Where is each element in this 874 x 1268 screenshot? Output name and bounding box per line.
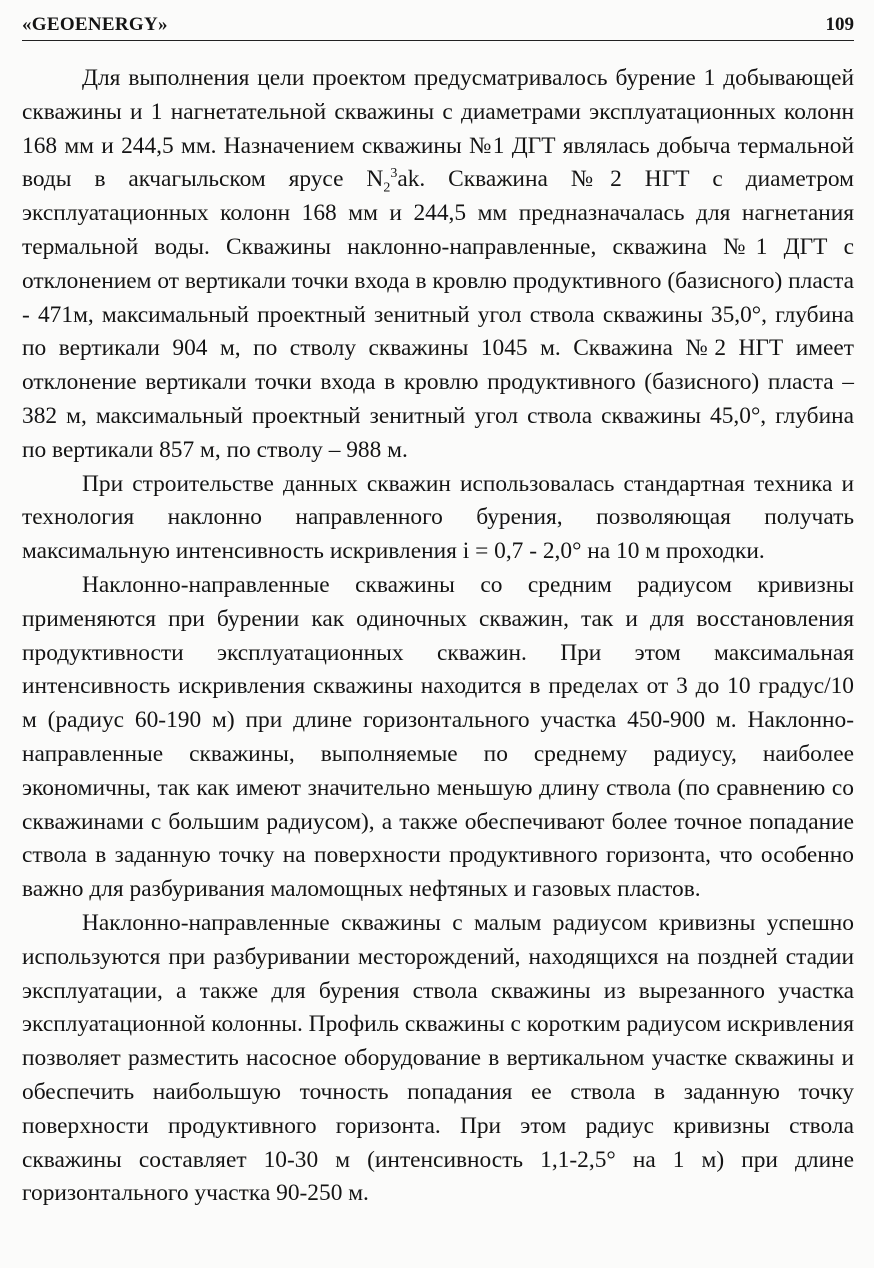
formula-tail: ak: [397, 166, 420, 193]
page-number: 109: [825, 14, 854, 35]
formula-superscript: 3: [390, 166, 398, 182]
journal-name: «GEOENERGY»: [22, 14, 168, 35]
running-header: [22, 14, 854, 41]
article-body: [22, 62, 854, 1211]
paragraph-4: Наклонно-направленные скважины с малым радиусом кривизны успешно используются при разбуривании месторождений, находящихся на поздней стадии эксплуатации, а также для бурения ствола скважины из вырезанного участка эксплуатационной колонны. Профиль скважины с коротким радиусом искривления позволяет разместить насосное оборудование в вертикальном участке скважины и обеспечить наибольшую точность попадания ее ствола в заданную точку поверхности продуктивного горизонта. При этом радиус кривизны ствола скважины составляет 10-30 м (интенсивность 1,1-2,5° на 1 м) при длине горизонтального участка 90-250 м.: [22, 909, 854, 1207]
formula-base: N: [366, 166, 384, 193]
paragraph-1: [22, 62, 854, 468]
paragraph-3: Наклонно-направленные скважины со средним радиусом кривизны применяются при бурении как одиночных скважин, так и для восстановления продуктивности эксплуатационных скважин. При этом максимальная интенсивность искривления скважины находится в пределах от 3 до 10 градус/10 м (радиус 60-190 м) при длине горизонтального участка 450-900 м. Наклонно-направленные скважины, выполняемые по среднему радиусу, наиболее экономичны, так как имеют значительно меньшую длину ствола (по сравнению со скважинами с большим радиусом), а также обеспечивают более точное попадание ствола в заданную точку на поверхности продуктивного горизонта, что особенно важно для разбуривания маломощных нефтяных и газовых пластов.: [22, 571, 854, 903]
paragraph-1-text-b: . Скважина №2 НГТ с диаметром эксплуатационных колонн 168 мм и 244,5 мм предназначалась для нагнетания термальной воды. Скважины наклонно-направленные, скважина №1 ДГТ с отклонением от вертикали точки входа в кровлю продуктивного (базисного) пласта - 471м, максимальный проектный зенитный угол ствола скважины 35,0°, глубина по вертикали 904 м, по стволу скважины 1045 м. Скважина №2 НГТ имеет отклонение вертикали точки входа в кровлю продуктивного (базисного) пласта – 382 м, максимальный проектный зенитный угол ствола скважины 45,0°, глубина по вертикали 857 м, по стволу – 988 м.: [22, 166, 854, 463]
stratigraphic-formula: [366, 166, 420, 197]
paragraph-1-text-a: Для выполнения цели проектом предусматривалось бурение 1 добывающей скважины и 1 нагнетательной скважины с диаметрами эксплуатационных колонн 168 мм и 244,5 мм. Назначением скважины №1 ДГТ являлась добыча термальной воды в акчагыльском ярусе: [22, 65, 854, 193]
formula-subscript: 2: [383, 181, 391, 197]
paragraph-2: При строительстве данных скважин использовалась стандартная техника и технология наклонно направленного бурения, позволяющая получать максимальную интенсивность искривления i = 0,7 - 2,0° на 10 м проходки.: [22, 470, 854, 565]
